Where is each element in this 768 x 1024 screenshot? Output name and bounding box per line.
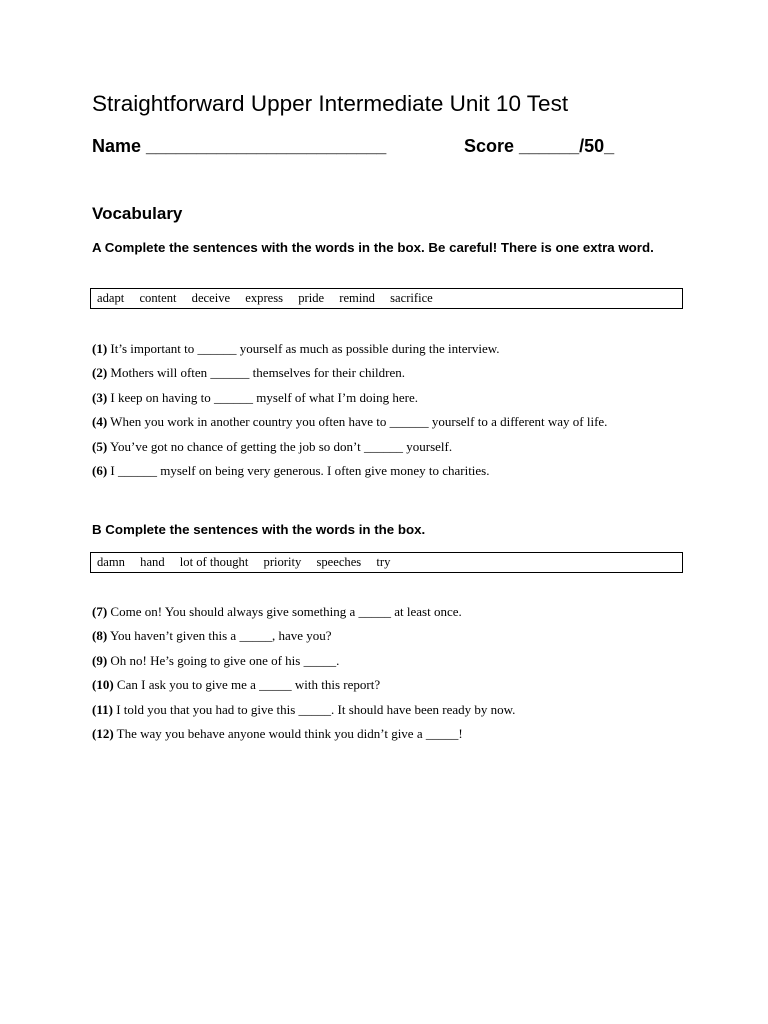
word-box-item: priority [263, 555, 302, 569]
sentence-number: (3) [92, 389, 108, 405]
sentence-text: Come on! You should always give something a _____ at least once. [107, 604, 462, 619]
section-a-word-box [90, 288, 683, 309]
section-a-instruction: A Complete the sentences with the words in the box. Be careful! There is one extra word. [92, 240, 654, 255]
word-box-item: hand [140, 555, 165, 569]
name-field: Name ________________________ [92, 136, 387, 156]
sentence-item [92, 698, 692, 722]
sentence-number: (6) [92, 462, 108, 478]
word-box-item: sacrifice [390, 291, 433, 305]
sentence-text: When you work in another country you often have to ______ yourself to a different way of life. [107, 414, 608, 430]
sentence-number: (7) [92, 604, 108, 619]
section-a-sentences [92, 337, 692, 483]
sentence-number: (1) [92, 341, 108, 356]
sentence-text: It’s important to ______ yourself as much as possible during the interview. [107, 341, 500, 356]
word-box-item: pride [298, 291, 325, 305]
sentence-number: (4) [92, 414, 108, 430]
sentence-number: (10) [92, 677, 114, 693]
sentence-item [92, 649, 692, 673]
sentence-number: (2) [92, 365, 108, 381]
word-box-item: speeches [316, 555, 362, 569]
word-box-item: damn [97, 555, 125, 569]
sentence-item [92, 673, 692, 697]
page-title: Straightforward Upper Intermediate Unit 10 Test [92, 91, 569, 116]
sentence-text: I ______ myself on being very generous. I often give money to charities. [107, 462, 490, 478]
sentence-text: Can I ask you to give me a _____ with this report? [113, 677, 381, 693]
sentence-text: I told you that you had to give this _____. It should have been ready by now. [112, 701, 516, 717]
sentence-item [92, 337, 692, 361]
sentence-text: Oh no! He’s going to give one of his _____. [107, 652, 340, 668]
vocabulary-heading: Vocabulary [92, 204, 183, 223]
word-box-item: adapt [97, 291, 125, 305]
word-box-item: try [376, 555, 391, 569]
sentence-text: You’ve got no chance of getting the job so don’t ______ yourself. [107, 438, 453, 454]
sentence-item [92, 624, 692, 648]
sentence-text: The way you behave anyone would think you didn’t give a _____! [113, 725, 463, 741]
sentence-number: (5) [92, 438, 108, 454]
sentence-item [92, 459, 692, 483]
word-box-item: lot of thought [179, 555, 249, 569]
sentence-item [92, 435, 692, 459]
sentence-item [92, 722, 692, 746]
score-field: Score ______/50_ [464, 136, 615, 156]
sentence-text: You haven’t given this a _____, have you? [107, 628, 332, 644]
sentence-number: (11) [92, 701, 113, 717]
sentence-number: (9) [92, 652, 108, 668]
sentence-number: (12) [92, 725, 114, 741]
sentence-number: (8) [92, 628, 108, 644]
section-b-instruction: B Complete the sentences with the words in the box. [92, 522, 426, 537]
sentence-item [92, 361, 692, 385]
sentence-text: I keep on having to ______ myself of what I’m doing here. [107, 389, 419, 405]
word-box-item: content [139, 291, 177, 305]
sentence-item [92, 600, 692, 624]
sentence-item [92, 410, 692, 434]
section-b-word-box [90, 552, 683, 573]
sentence-text: Mothers will often ______ themselves for their children. [107, 365, 406, 381]
word-box-item: remind [339, 291, 375, 305]
word-box-item: express [245, 291, 284, 305]
section-b-sentences [92, 600, 692, 746]
word-box-item: deceive [191, 291, 231, 305]
sentence-item [92, 386, 692, 410]
